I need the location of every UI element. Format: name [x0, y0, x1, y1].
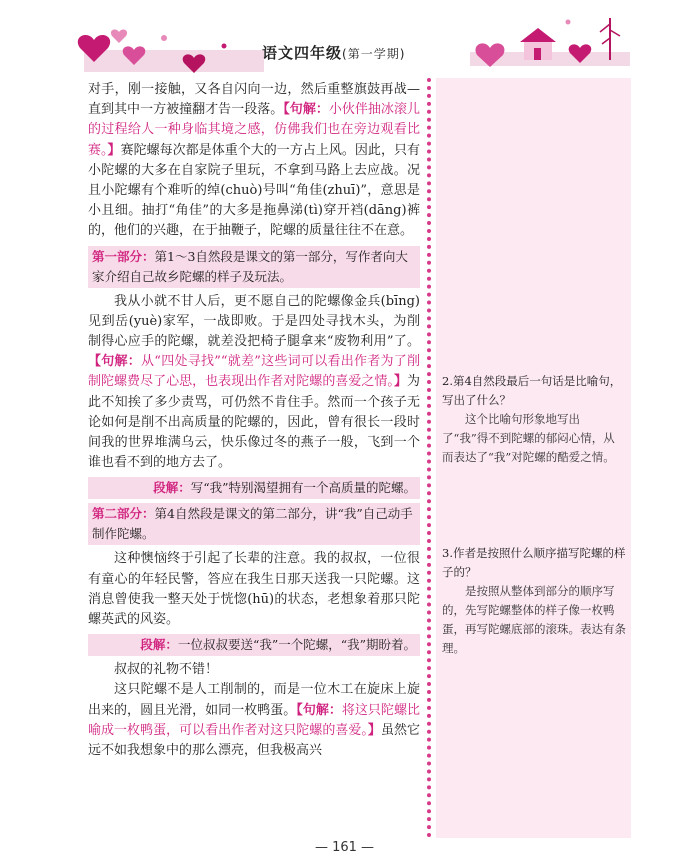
house-decoration-icon — [470, 12, 640, 74]
side-question-2: 2.第4自然段最后一句话是比喻句，写出了什么？ 这个比喻句形象地写出了“我”得不到陀螺的郁闷心情，从而表达了“我”对陀螺的酷爱之情。 — [442, 374, 622, 464]
duan-jie-2: 段解：一位叔叔要送“我”一个陀螺，“我”期盼着。 — [88, 634, 420, 656]
page-number: — 161 — — [314, 840, 375, 855]
paragraph-4: 叔叔的礼物不错！ — [114, 662, 219, 678]
paragraph-3: 这种懊恼终于引起了长辈的注意。我的叔叔，一位很有童心的年轻民警，答应在我生日那天送我一只陀螺。这消息曾使我一整天处于恍惚(hū)的状态，老想象着那只陀螺英武的风姿。 — [88, 551, 420, 628]
side-question-3: 3.作者是按照什么顺序描写陀螺的样子的？ 是按照从整体到部分的顺序写的，先写陀螺整体的样子像一枚鸭蛋，再写陀螺底部的滚珠。表达有条理。 — [442, 546, 626, 655]
page-header — [0, 0, 689, 78]
main-text-column — [88, 80, 420, 761]
heart-decoration-icon — [64, 20, 264, 75]
column-divider — [427, 78, 431, 838]
part-two-bar: 第二部分：第4自然段是课文的第二部分，讲“我”自己动手制作陀螺。 — [88, 503, 420, 545]
part-one-bar: 第一部分：第1～3自然段是课文的第一部分，写作者向大家介绍自己故乡陀螺的样子及玩法。 — [88, 246, 420, 288]
duan-jie-1: 段解：写“我”特别渴望拥有一个高质量的陀螺。 — [88, 477, 420, 499]
header-title: 语文四年级(第一学期) — [262, 44, 406, 62]
paragraph-2: 我从小就不甘人后，更不愿自己的陀螺像金兵(bīng)见到岳(yuè)家军，一战即败。于是四处寻找木头，为削制得心应手的陀螺，就差没把椅子腿拿来“废物利用”了。【句解：从“四处寻找”“就差”这些词可以看出作者为了削制陀螺费尽了心思，也表现出作者对陀螺的喜爱之情。】为此不知挨了多少责骂，可仍然不肯住手。然而一个孩子无论如何是削不出高质量的陀螺的，因此，曾有很长一段时间我的世界堆满乌云，快乐像过冬的燕子一般，飞到一个谁也看不到的地方去了。 — [88, 293, 420, 471]
paragraph-1: 对手，刚一接触，又各自闪向一边，然后重整旗鼓再战—直到其中一方被撞翻才告一段落。【句解：小伙伴抽冰滚儿的过程给人一种身临其境之感，仿佛我们也在旁边观看比赛。】赛陀螺每次都是体重个大的一方占上风。因此，只有小陀螺的大多在自家院子里玩，不拿到马路上去应战。况且小陀螺有个难听的绰(chuò)号叫“角佳(zhuī)”，意思是小且细。抽打“角佳”的大多是拖鼻涕(tì)穿开裆(dāng)裤的，他们的兴趣，在于抽鞭子，陀螺的质量往往不在意。 — [88, 82, 420, 239]
side-panel — [436, 78, 631, 838]
paragraph-5: 这只陀螺不是人工削制的，而是一位木工在旋床上旋出来的，圆且光滑，如同一枚鸭蛋。【句解：将这只陀螺比喻成一枚鸭蛋，可以看出作者对这只陀螺的喜爱。】虽然它远不如我想象中的那么漂亮，但我极高兴 — [88, 682, 420, 759]
